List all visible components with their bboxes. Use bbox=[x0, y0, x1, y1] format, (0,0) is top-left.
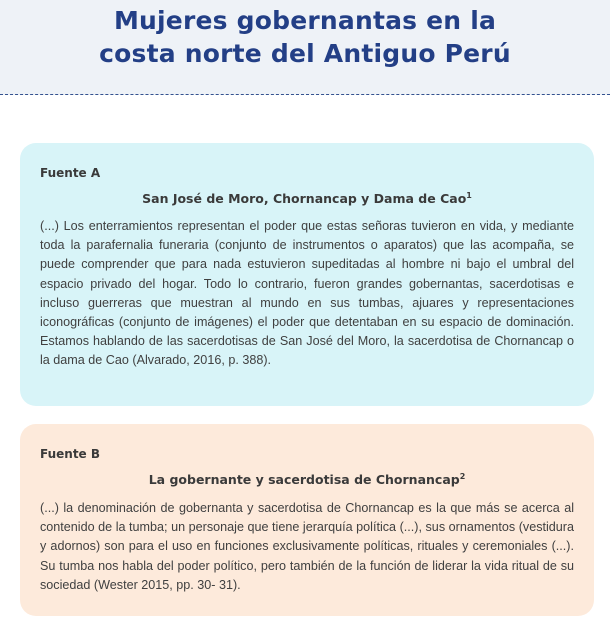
dashed-divider bbox=[0, 94, 610, 95]
source-a-text: (...) Los enterramientos representan el poder que estas señoras tuvieron en vida, y mediante toda la parafernalia funeraria (conjunto de instrumentos o aparatos) que las acompaña, se puede comprender que para nada estuvieron supeditadas al hombre ni bajo el umbral del espacio privado del hogar. Todo lo contrario, fueron grandes gobernantas, sacerdotisas e incluso guerreras que muestran al mundo en sus tumbas, ajuares y representaciones iconográficas (conjunto de imágenes) el poder que detentaban en su espacio de dominación. Estamos hablando de las sacerdotisas de San José del Moro, la sacerdotisa de Chornancap o la dama de Cao (Alvarado, 2016, p. 388). bbox=[40, 219, 574, 368]
source-a-title bbox=[40, 191, 574, 207]
page-header bbox=[0, 0, 610, 95]
page-title bbox=[0, 4, 610, 70]
source-b-label: Fuente B bbox=[40, 447, 101, 461]
source-a-card bbox=[20, 143, 594, 406]
page-title-line-2: costa norte del Antiguo Perú bbox=[99, 39, 511, 68]
source-b-footnote-marker: 2 bbox=[459, 472, 466, 481]
source-b-text: (...) la denominación de gobernanta y sacerdotisa de Chornancap es la que más se acerca al contenido de la tumba; un personaje que tiene jerarquía política (...), sus ornamentos (vestidura y adornos) son para el uso en funciones exclusivamente políticas, rituales y ceremoniales (...). Su tumba nos habla del poder político, pero también de la función de liderar la vida ritual de su sociedad (Wester 2015, pp. 30- 31). bbox=[40, 501, 574, 592]
source-b-card bbox=[20, 424, 594, 616]
page-title-line-1: Mujeres gobernantas en la bbox=[113, 6, 497, 35]
source-b-title bbox=[40, 472, 574, 488]
source-a-footnote-marker: 1 bbox=[466, 191, 472, 200]
source-b-title-text: La gobernante y sacerdotisa de Chornancap bbox=[148, 472, 460, 487]
source-a-title-text: San José de Moro, Chornancap y Dama de Cao bbox=[142, 191, 467, 206]
source-a-label: Fuente A bbox=[40, 166, 101, 180]
